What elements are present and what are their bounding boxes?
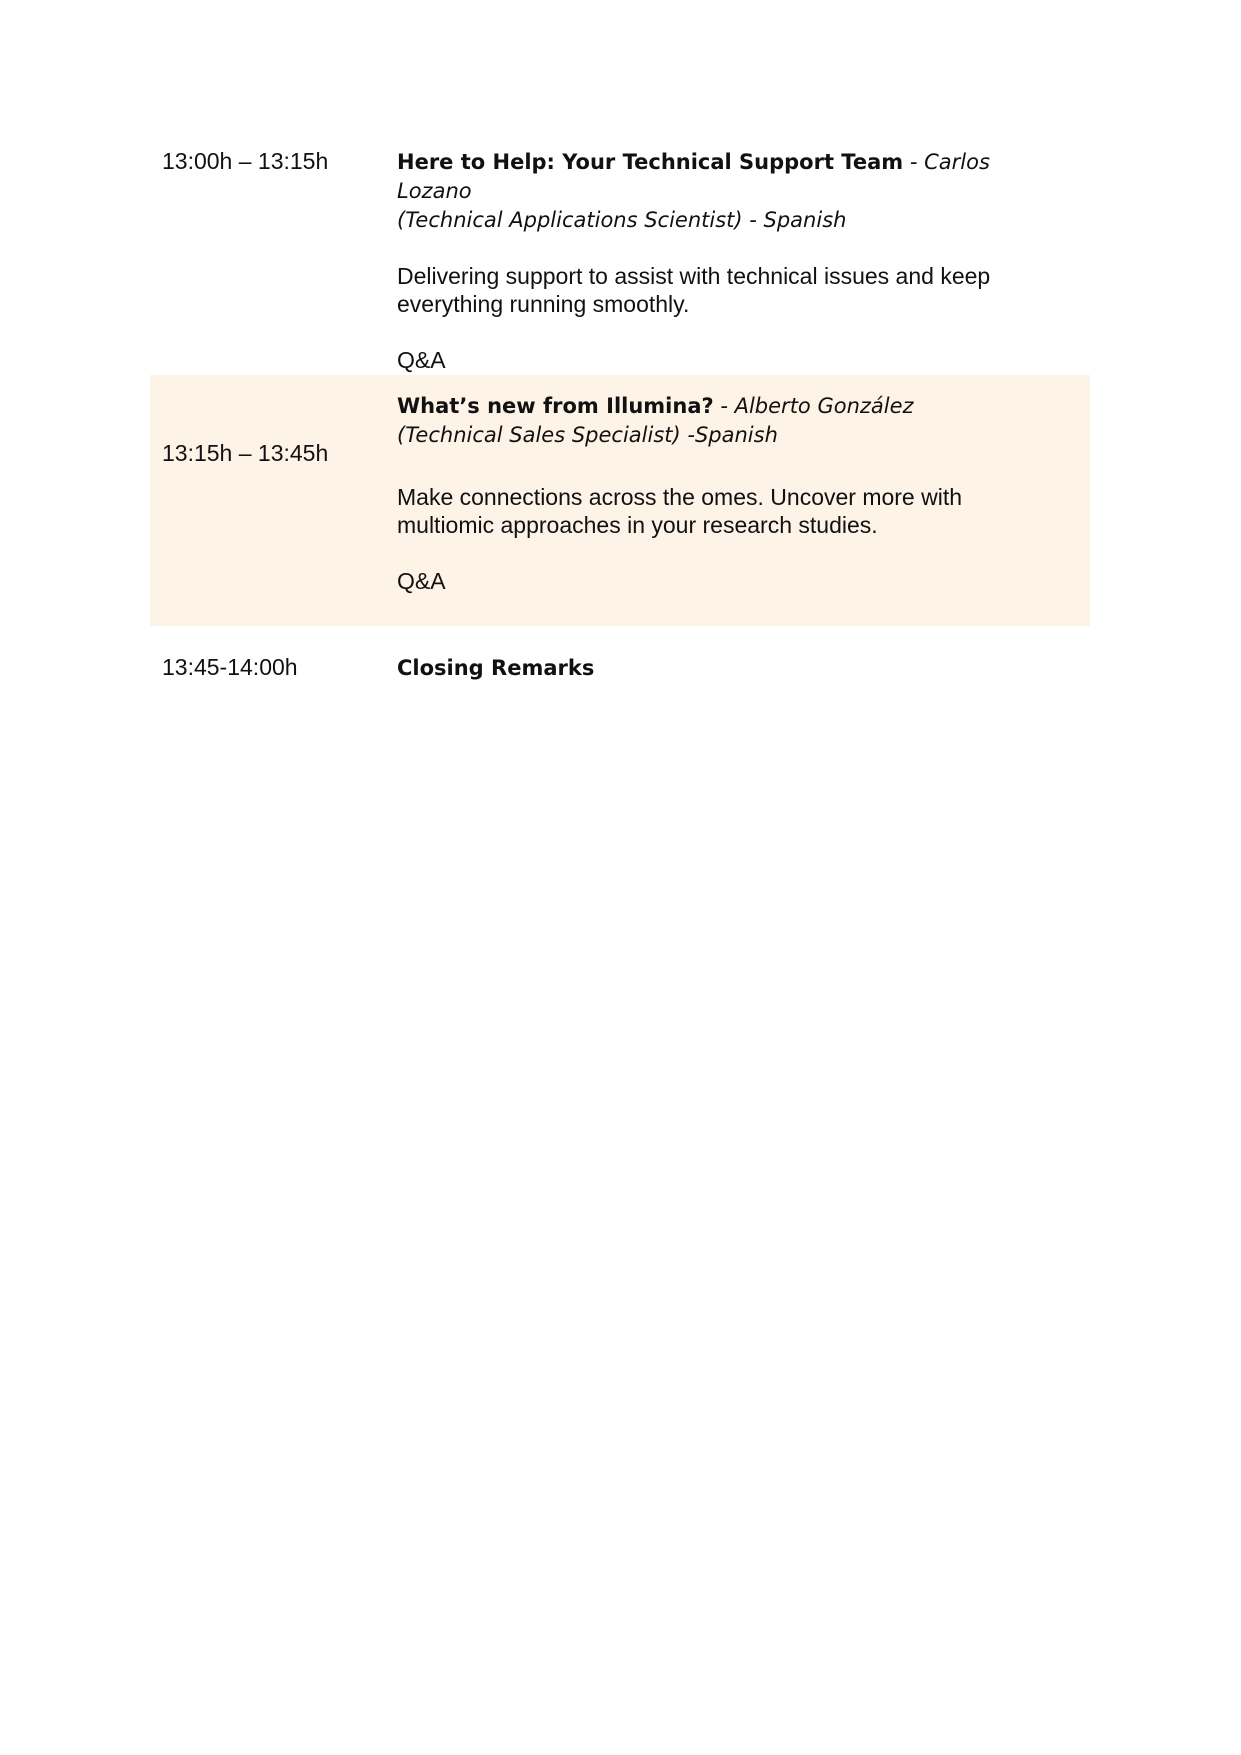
session-details [397,375,1090,626]
session-description: Make connections across the omes. Uncover more with multiomic approaches in your research studies. [397,484,963,538]
agenda-row-closing [150,626,1090,682]
agenda-row-whats-new [150,375,1090,626]
session-description: Delivering support to assist with technical issues and keep everything running smoothly. [397,263,991,317]
session-time: 13:15h – 13:45h [162,440,329,466]
session-qa: Q&A [397,347,446,373]
session-qa: Q&A [397,568,446,594]
session-title: What’s new from Illumina? [397,394,714,418]
session-title: Closing Remarks [397,656,595,680]
session-details [397,147,1090,375]
title-speaker-separator: - [903,150,925,174]
session-heading [397,391,1060,449]
speaker-role: (Technical Applications Scientist) - Spanish [397,208,847,232]
session-title: Here to Help: Your Technical Support Team [397,150,904,174]
agenda-row-technical-support [150,137,1090,375]
speaker-role: (Technical Sales Specialist) -Spanish [397,423,778,447]
agenda-table [150,137,1090,682]
session-details [397,653,1090,682]
title-speaker-separator: - [713,394,735,418]
session-time: 13:00h – 13:15h [162,148,329,174]
speaker-name: Alberto González [734,394,914,418]
speaker-name: Carlos Lozano [397,150,990,203]
session-time: 13:45-14:00h [162,654,298,680]
session-heading [397,147,1060,234]
